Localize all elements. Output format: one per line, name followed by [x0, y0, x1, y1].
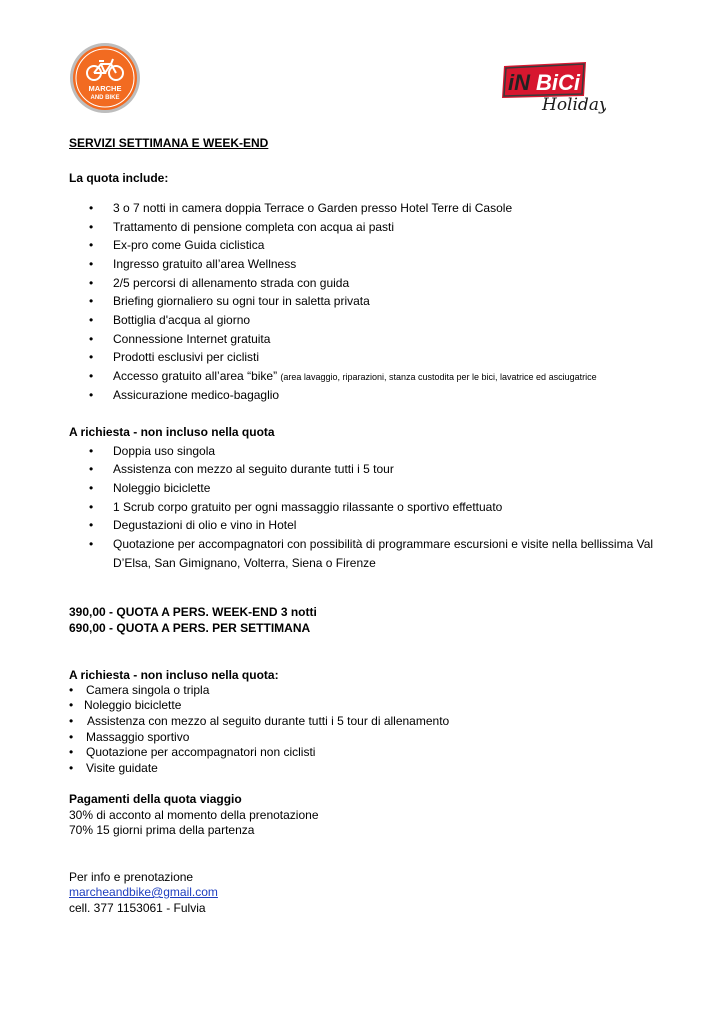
list-item: [69, 294, 669, 309]
bullet: •: [89, 500, 94, 514]
list-item: [69, 481, 669, 496]
list-item: [69, 276, 669, 291]
bullet: •: [69, 730, 74, 744]
logo-text-bici: BiCi: [536, 70, 580, 95]
list-item: [69, 332, 669, 347]
list-item: [69, 220, 669, 235]
list-item-text: Bottiglia d'acqua al giorno: [113, 313, 251, 327]
page-heading: SERVIZI SETTIMANA E WEEK-END: [69, 136, 269, 150]
payment-line: 70% 15 giorni prima della partenza: [69, 823, 255, 837]
list-item: [69, 350, 669, 365]
list-item-text: Trattamento di pensione completa con acqua ai pasti: [113, 220, 395, 234]
list-item-text: Connessione Internet gratuita: [113, 332, 271, 346]
list-item-text: 1 Scrub corpo gratuito per ogni massaggio rilassante o sportivo effettuato: [113, 500, 503, 514]
list-item-text: Massaggio sportivo: [86, 730, 190, 744]
bullet: •: [89, 276, 94, 290]
list-item-text: [113, 369, 597, 385]
bullet: •: [89, 444, 94, 458]
list-item-text: Quotazione per accompagnatori non ciclisti: [86, 745, 316, 759]
bullet: •: [89, 332, 94, 346]
payment-line: 30% di acconto al momento della prenotazione: [69, 808, 319, 822]
list-item: [69, 518, 669, 533]
list-item: [69, 369, 669, 384]
list-item: [69, 201, 669, 216]
logo-text-marche: MARCHE: [88, 84, 122, 93]
list-item: [69, 444, 669, 459]
inbici-holiday-logo-graphic: [498, 58, 606, 118]
price-week: 690,00 - QUOTA A PERS. PER SETTIMANA: [69, 621, 311, 635]
logo-text-in: iN: [508, 70, 530, 95]
bullet: •: [89, 313, 94, 327]
list-item-text: Assistenza con mezzo al seguito durante tutti i 5 tour di allenamento: [87, 714, 450, 728]
bullet: •: [69, 698, 74, 712]
contact-email-link[interactable]: marcheandbike@gmail.com: [69, 885, 218, 899]
bullet: •: [89, 369, 94, 383]
list-item-text: Quotazione per accompagnatori con possibilità di programmare escursioni e visite nella bellissima Val: [113, 537, 654, 551]
list-item: [69, 730, 669, 745]
bullet: •: [89, 238, 94, 252]
contact-email-row: [69, 885, 218, 900]
list-item-text: Ex-pro come Guida ciclistica: [113, 238, 265, 252]
contact-phone: cell. 377 1153061 - Fulvia: [69, 901, 206, 915]
list-item: [69, 313, 669, 328]
list-item-text: Degustazioni di olio e vino in Hotel: [113, 518, 297, 532]
bullet: •: [89, 201, 94, 215]
list-item: [69, 462, 669, 477]
bike-area-note: (area lavaggio, riparazioni, stanza custodita per le bici, lavatrice ed asciugatrice: [280, 372, 597, 382]
list-item: [69, 500, 669, 515]
include-title: La quota include:: [69, 171, 169, 185]
list-item: [69, 745, 669, 760]
bullet: •: [89, 462, 94, 476]
list-item-text: Ingresso gratuito all’area Wellness: [113, 257, 297, 271]
list-item-text: Visite guidate: [86, 761, 158, 775]
list-item-text: Noleggio biciclette: [84, 698, 182, 712]
logo-text-holiday: Holiday: [542, 95, 606, 115]
bullet: •: [89, 388, 94, 402]
inbici-holiday-logo: [498, 58, 606, 118]
list-item-text: Assistenza con mezzo al seguito durante tutti i 5 tour: [113, 462, 394, 476]
list-item-text: Camera singola o tripla: [86, 683, 210, 697]
bullet: •: [89, 481, 94, 495]
logo-text-and-bike: AND BIKE: [90, 95, 120, 101]
contact-title: Per info e prenotazione: [69, 870, 194, 884]
list-item-text: 3 o 7 notti in camera doppia Terrace o Garden presso Hotel Terre di Casole: [113, 201, 513, 215]
list-item-text: 2/5 percorsi di allenamento strada con guida: [113, 276, 350, 290]
list-item-text: Doppia uso singola: [113, 444, 216, 458]
bullet: •: [89, 350, 94, 364]
list-item: [69, 257, 669, 272]
bullet: •: [69, 745, 74, 759]
marche-and-bike-logo: [69, 42, 141, 114]
list-item: [69, 537, 669, 552]
payment-title: Pagamenti della quota viaggio: [69, 792, 242, 806]
list-item: [69, 714, 669, 729]
list-item: [69, 388, 669, 403]
bullet: •: [89, 294, 94, 308]
list-item-text: Briefing giornaliero su ogni tour in saletta privata: [113, 294, 370, 308]
list-item: [69, 238, 669, 253]
bullet: •: [89, 518, 94, 532]
bullet: •: [69, 683, 74, 697]
list-item: [69, 683, 669, 698]
list-item: [69, 761, 669, 776]
bike-area-text: Accesso gratuito all’area “bike”: [113, 369, 278, 383]
list-item-text: Noleggio biciclette: [113, 481, 211, 495]
list-item-continuation: [69, 556, 669, 571]
request-title-1: A richiesta - non incluso nella quota: [69, 425, 275, 439]
marche-and-bike-logo-graphic: [69, 42, 141, 114]
price-weekend: 390,00 - QUOTA A PERS. WEEK-END 3 notti: [69, 605, 317, 619]
list-item: [69, 698, 669, 713]
bullet: •: [89, 537, 94, 551]
list-item-text: D’Elsa, San Gimignano, Volterra, Siena o Firenze: [113, 556, 376, 570]
request-title-2: A richiesta - non incluso nella quota:: [69, 668, 279, 682]
bullet: •: [69, 714, 74, 728]
bullet: •: [89, 220, 94, 234]
bullet: •: [89, 257, 94, 271]
list-item-text: Prodotti esclusivi per ciclisti: [113, 350, 260, 364]
list-item-text: Assicurazione medico-bagaglio: [113, 388, 280, 402]
bullet: •: [69, 761, 74, 775]
